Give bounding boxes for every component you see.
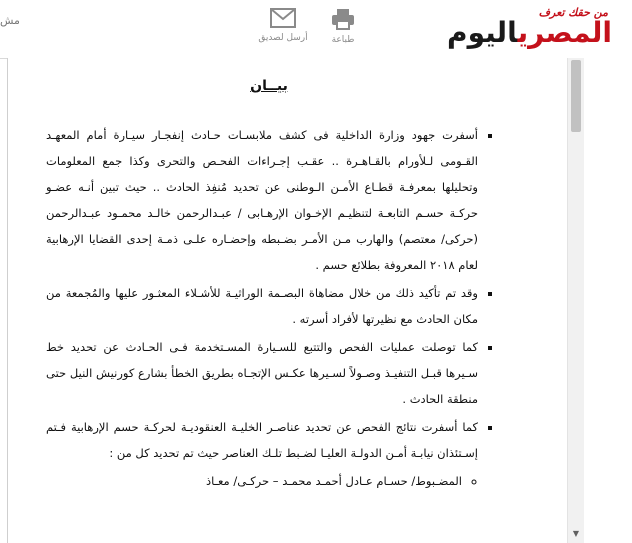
printer-icon: [331, 8, 355, 30]
list-item: ▪ كما أسفرت نتائج الفحص عن تحديد عناصـر الخليـة العنقوديـة لحركـة حسم الإرهابية فـتم إسـتئذان نيابـة أمـن الدولـة العليـا لضـبط تلـك العناصر حيث تم تحديد كل من :: [46, 414, 478, 466]
list-item: ◦ المضـبوط/ حسـام عـادل أحمـد محمـد – حركـى/ معـاذ: [46, 468, 462, 494]
vertical-scrollbar[interactable]: [567, 58, 584, 543]
print-button[interactable]: [322, 8, 364, 45]
envelope-icon: [270, 8, 296, 28]
logo-tagline: من حقك تعرف: [538, 6, 608, 19]
statement-list: [46, 122, 492, 466]
send-to-friend-button[interactable]: [252, 8, 314, 43]
right-gutter: [584, 58, 632, 543]
scroll-down-arrow-icon[interactable]: ▼: [572, 529, 580, 538]
article-frame: [7, 58, 568, 543]
document-title: بيــان: [250, 78, 288, 94]
list-item: ▪ وقد تم تأكيد ذلك من خلال مضاهاة البصـمة الوراثيـة للأشـلاء المعثـور عليها والمُجمعة من مكان الحادث مع نظيرتها لأفراد أسرته .: [46, 280, 478, 332]
logo-wordmark: [447, 18, 612, 48]
list-item: ▪ أسفرت جهود وزارة الداخلية فى كشف ملابسـات حـادث إنفجـار سيـارة أمام المعهـد القـومى لـلأورام بالقـاهـرة .. عقـب إجـراءات الفحـص والتحرى وكذا جمع المعلومات وتحليلها بمعرفـة قطـاع الأمـن الـوطنى عن تحديد مُنفِذ الحادث .. حيث تبين أنـه عضـو حركـة حسـم التابعـة لتنظيـم الإخـوان الإرهـابى / عبـدالرحمن خالـد محمـود عبـدالرحمن (حركى/ معتصم) والهارب مـن الأمـر بضـبطه وإحضـاره علـى ذمـة إحدى القضايا الإرهابية لعام ٢٠١٨ المعروفة بطلائع حسم .: [46, 122, 478, 278]
top-toolbar: [0, 0, 632, 59]
site-logo[interactable]: [412, 6, 612, 52]
clipped-text: مش: [0, 14, 20, 27]
send-to-friend-label: أرسل لصديق: [258, 33, 308, 43]
logo-name-dark: اليوم: [447, 16, 518, 49]
print-label: طباعة: [331, 35, 355, 45]
scroll-thumb[interactable]: [571, 60, 581, 132]
suspects-list: [46, 468, 492, 494]
statement-document: [46, 58, 492, 496]
list-item: ▪ كما توصلت عمليات الفحص والتتبع للسـيارة المسـتخدمة فـى الحـادث عن تحديد خط سـيرها قبـل التنفيـذ وصـولاً لسـيرها عكـس الإتجـاه بطريق الخطأ بشارع كورنيش النيل حتى منطقة الحادث .: [46, 334, 478, 412]
logo-name-red: المصري: [517, 16, 612, 49]
